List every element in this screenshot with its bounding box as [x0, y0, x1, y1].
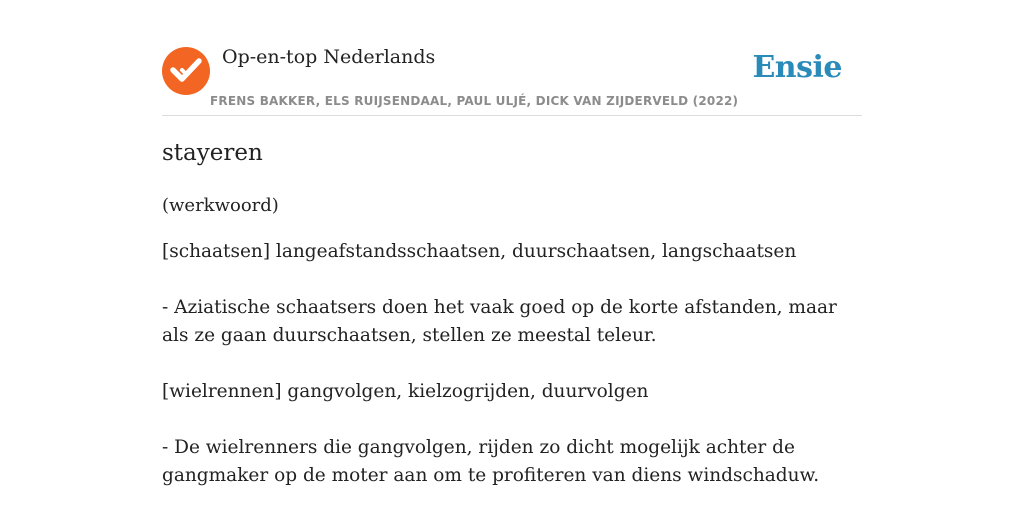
page-content [162, 0, 862, 486]
example-paragraph: - Aziatische schaatsers doen het vaak goed op de korte afstanden, maar als ze gaan duurschaatsen, stellen ze meestal teleur. [162, 297, 837, 346]
definition-paragraph: [wielrennen] gangvolgen, kielzogrijden, duurvolgen [162, 381, 649, 402]
dictionary-authors: FRENS BAKKER, ELS RUIJSENDAAL, PAUL ULJÉ, DICK VAN ZIJDERVELD (2022) [210, 94, 739, 108]
example-paragraph: - De wielrenners die gangvolgen, rijden zo dicht mogelijk achter de gangmaker op de moter aan om te profiteren van diens windschaduw. [162, 437, 820, 486]
dictionary-header [162, 0, 862, 116]
checkmark-icon[interactable] [162, 47, 210, 95]
dictionary-title[interactable]: Op-en-top Nederlands [222, 46, 436, 68]
entry-headword: stayeren [162, 140, 263, 166]
part-of-speech: (werkwoord) [162, 195, 279, 216]
definition-paragraph: [schaatsen] langeafstandsschaatsen, duurschaatsen, langschaatsen [162, 241, 797, 262]
entry-body [162, 238, 862, 518]
brand-logo[interactable]: Ensie [752, 50, 842, 85]
